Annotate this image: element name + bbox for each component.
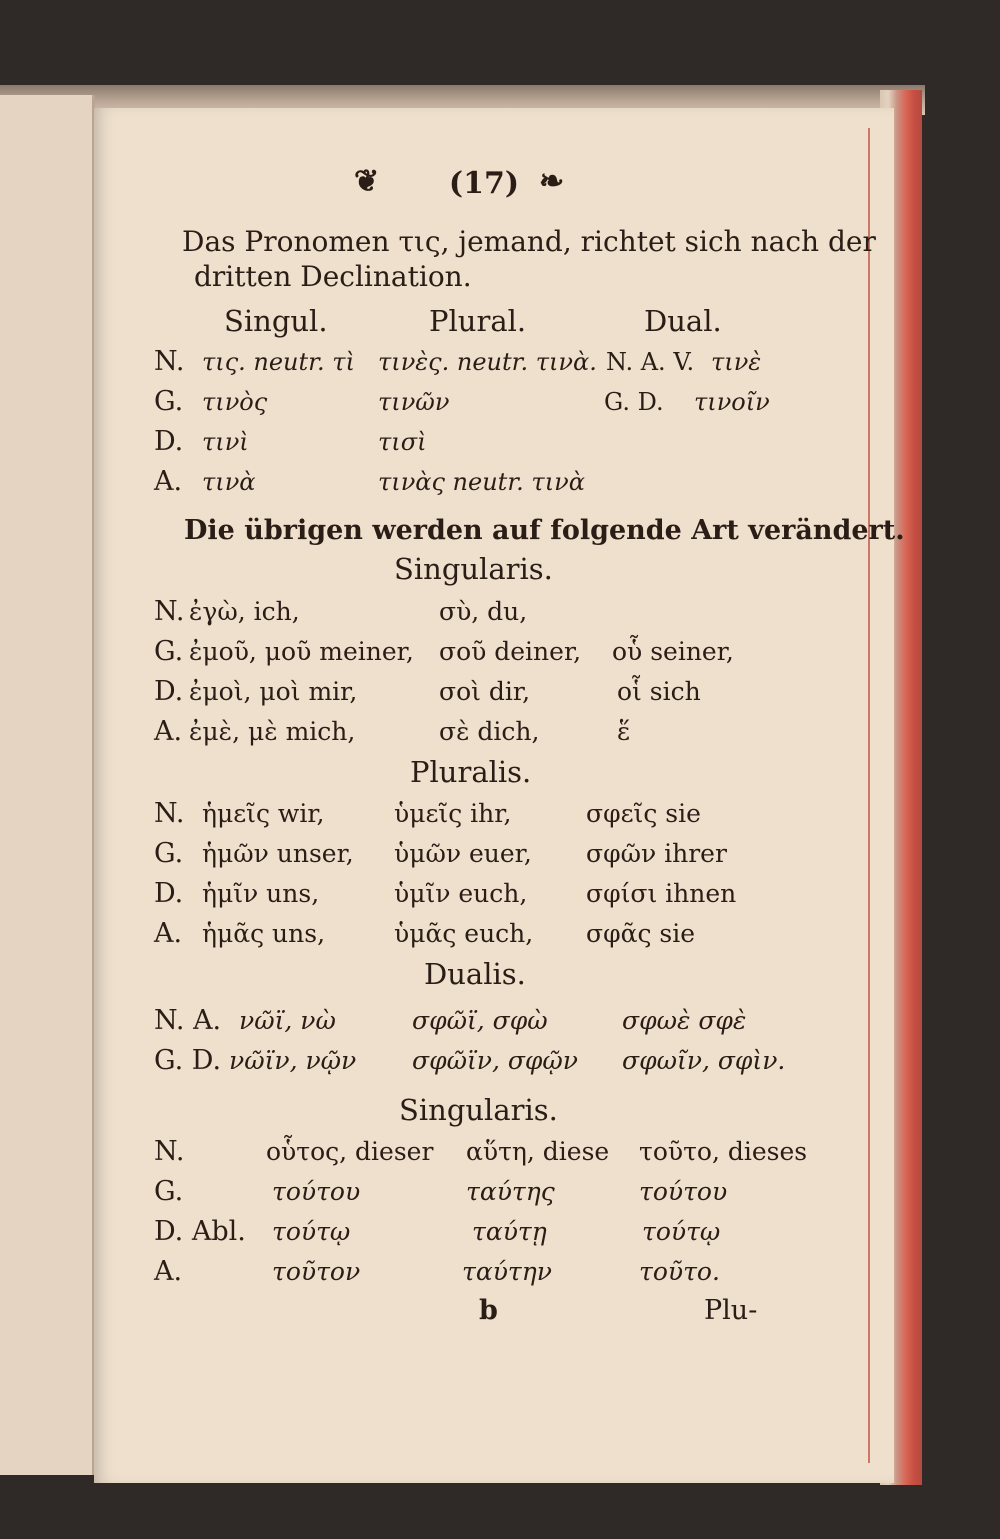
section-title-pluralis: Pluralis. [410,755,532,789]
ornament-right: ❧ [539,164,565,199]
others-heading: Die übrigen werden auf folgende Art verändert. [184,515,905,546]
catchword: Plu- [704,1295,758,1326]
header-plural: Plural. [429,304,527,338]
intro-line-1: Das Pronomen τις, jemand, richtet sich nach der [182,225,876,258]
section-title-singularis-2: Singularis. [399,1093,558,1127]
page-number: (17) [448,166,520,201]
header-dual: Dual. [644,304,722,338]
signature-mark: b [479,1295,498,1326]
section-title-singularis: Singularis. [394,552,553,586]
red-margin-rule [868,128,870,1463]
left-page-fragment [0,95,95,1475]
section-title-dualis: Dualis. [424,957,526,991]
book-page: ❦ (17) ❧ Das Pronomen τις, jemand, richtet sich nach der dritten Declination. Singul. Plural. Dual. N. τις. neutr. τὶ τινὲς. neutr. τινὰ. N. A. V. τινὲ G. τινὸς τινῶν G. D. τινοῖν D. τινὶ τισὶ A. τινὰ τινὰς neutr. τινὰ Die übrigen werden auf folgende Art verändert. Singularis. N. ἐγὼ, ich, σὺ, du, G. ἐμοῦ, μοῦ meiner, σοῦ deiner, οὗ seiner, D. ἐμοὶ, μοὶ mir, σοὶ dir, οἷ sich A. ἐμὲ, μὲ mich, σὲ dich, ἕ Pluralis. N. ἡμεῖς wir, ὑμεῖς ihr, σφεῖς sie G. ἡμῶν unser, ὑμῶν euer, σφῶν ihrer D. ἡμῖν uns, ὑμῖν euch, σφίσι ihnen A. ἡμᾶς uns, ὑμᾶς euch, σφᾶς sie Dualis. N. A. νῶϊ, νὼ σφῶϊ, σφὼ σφωὲ σφὲ G. D. νῶϊν, νῷν σφῶϊν, σφῷν σφωῖν, σφὶν. Singularis. N. οὗτος, dieser αὕτη, diese τοῦτο, dieses G. τούτου ταύτης τούτου D. Abl. τούτῳ ταύτῃ τούτῳ A. τοῦτον ταύτην τοῦτο. b Plu- [94,108,894,1483]
header-singular: Singul. [224,304,328,338]
intro-line-2: dritten Declination. [194,260,472,293]
ornament-left: ❦ [354,164,380,199]
